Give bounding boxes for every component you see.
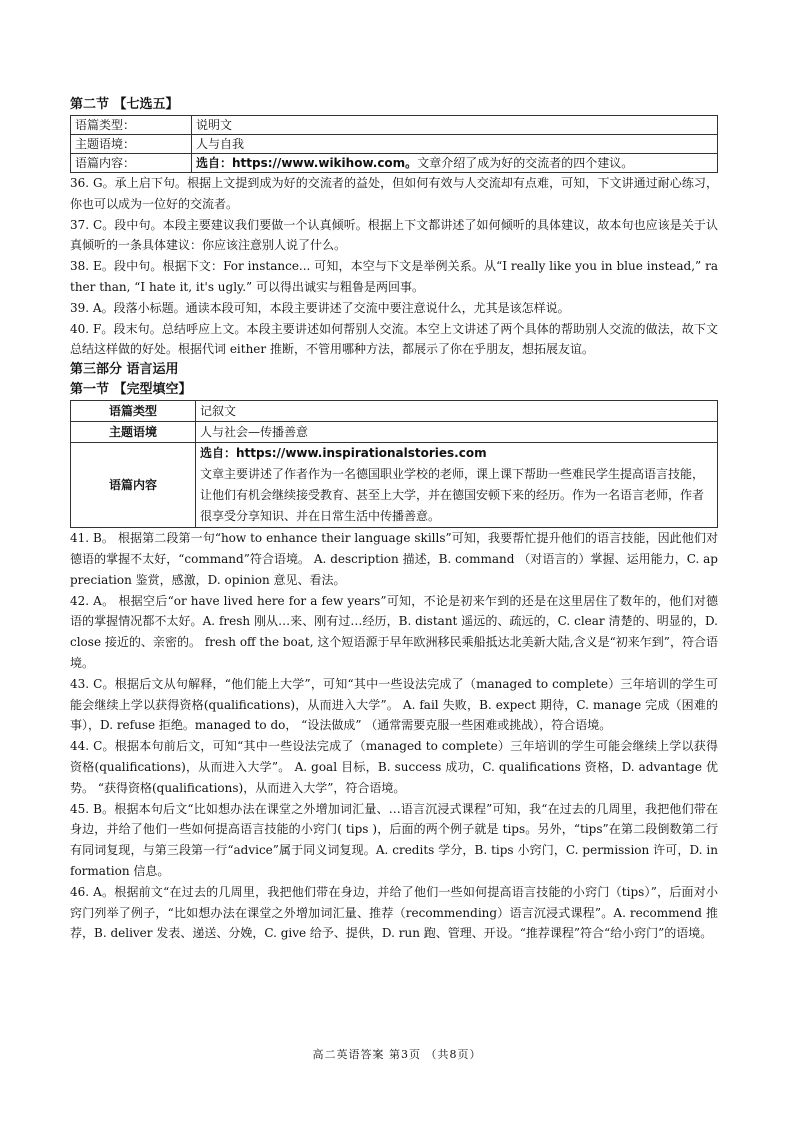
table-value <box>196 443 718 528</box>
answer-36: 36. G。承上启下句。根据上文提到成为好的交流者的益处，但如何有效与人交流却有点难，可知，下文讲通过耐心练习，你也可以成为一位好的交流者。 <box>70 176 718 211</box>
table-row <box>71 154 718 173</box>
passage-info-table-2 <box>70 400 718 528</box>
table-value: 记叙文 <box>196 401 718 422</box>
answer-43: 43. C。根据后文从句解释，“他们能上大学”，可知“其中一些设法完成了（managed to complete）三年培训的学生可能会继续上学以获得资格(qualifications)，从而进入大学”。 A. fail 失败，B. expect 期待，C. manage 完成（困难的事），D. refuse 拒绝。managed to do， “设法做成” （通常需要克服一些困难或挑战），符合语境。 <box>70 676 718 733</box>
answer-37: 37. C。段中句。本段主要建议我们要做一个认真倾听。根据上下文都讲述了如何倾听的具体建议，故本句也应该是关于认真倾听的一条具体建议：你应该注意别人说了什么。 <box>70 217 718 253</box>
section-heading-seven-choose-five: 第二节 【七选五】 <box>70 97 179 112</box>
table-key: 语篇内容： <box>71 154 192 173</box>
passage-info-table-1 <box>70 115 718 173</box>
answer-46: 46. A。根据前文“在过去的几周里，我把他们带在身边，并给了他们一些如何提高语言技能的小窍门（tips）”，后面对小窍门列举了例子，“比如想办法在课堂之外增加词汇量、推荐（recommending）语言沉浸式课程”。A. recommend 推荐，B. deliver 发表、递送、分娩，C. give 给予、提供，D. run 跑、管理、开设。“推荐课程”符合“给小窍门”的语境。 <box>70 884 718 941</box>
table-key: 语篇类型 <box>71 401 196 422</box>
page-footer: 高二英语答案 第3页 （共8页） <box>312 1048 482 1061</box>
table-value: 人与社会—传播善意 <box>196 422 718 443</box>
table-value <box>192 154 718 173</box>
passage-summary: 文章主要讲述了作者作为一名德国职业学校的老师，课上课下帮助一些难民学生提高语言技能，让他们有机会继续接受教育、甚至上大学，并在德国安顿下来的经历。作为一名语言老师，作者很享受分享知识、并在日常生活中传播善意。 <box>200 467 705 524</box>
answer-42: 42. A。 根据空后“or have lived here for a few years”可知，不论是初来乍到的还是在这里居住了数年的，他们对德语的掌握情况都不太好。A. fresh 刚从…来、刚有过…经历，B. distant 遥远的、疏远的，C. clear 清楚的、明显的，D. close 接近的、亲密的。 fresh off the boat, 这个短语源于早年欧洲移民乘船抵达北美新大陆,含义是“初来乍到”，符合语境。 <box>70 593 718 670</box>
table-value: 说明文 <box>192 116 718 135</box>
passage-summary: 文章介绍了成为好的交流者的四个建议。 <box>417 156 634 170</box>
answer-45: 45. B。根据本句后文“比如想办法在课堂之外增加词汇量、…语言沉浸式课程”可知，我“在过去的几周里，我把他们带在身边，并给了他们一些如何提高语言技能的小窍门( tips )，后面的两个例子就是 tips。另外，“tips”在第二段倒数第二行有同词复现，与第三段第一行“advice”属于同义词复现。A. credits 学分，B. tips 小窍门，C. permission 许可，D. information 信息。 <box>70 801 718 878</box>
answer-page <box>70 95 718 944</box>
part-heading-language-use: 第三部分 语言运用 <box>70 362 179 378</box>
table-row <box>71 422 718 443</box>
table-value: 人与自我 <box>192 135 718 154</box>
answer-38: 38. E。段中句。根据下文：For instance... 可知，本空与下文是举例关系。从“I really like you in blue instead,” rather than, “I hate it, it's ugly.” 可以得出诚实与粗鲁是两回事。 <box>70 259 718 294</box>
answer-41: 41. B。 根据第二段第一句“how to enhance their language skills”可知，我要帮忙提升他们的语言技能，因此他们对德语的掌握不太好，“command”符合语境。 A. description 描述，B. command （对语言的）掌握、运用能力，C. appreciation 鉴赏，感激，D. opinion 意见、看法。 <box>70 531 718 587</box>
source-label: 选自：https://www.inspirationalstories.com <box>200 446 487 461</box>
answer-39: 39. A。段落小标题。通读本段可知，本段主要讲述了交流中要注意说什么，尤其是该怎样说。 <box>70 300 570 315</box>
answer-40: 40. F。段末句。总结呼应上文。本段主要讲述如何帮别人交流。本空上文讲述了两个具体的帮助别人交流的做法，故下文总结这样做的好处。根据代词 either 推断，不管用哪种方法，都展示了你在乎朋友，想拓展友谊。 <box>70 321 718 357</box>
source-label: 选自：https://www.wikihow.com。 <box>196 156 418 170</box>
table-row <box>71 135 718 154</box>
table-row <box>71 401 718 422</box>
table-row <box>71 116 718 135</box>
table-row <box>71 443 718 528</box>
table-key: 语篇内容 <box>71 443 196 528</box>
table-key: 语篇类型： <box>71 116 192 135</box>
table-key: 主题语境： <box>71 135 192 154</box>
answer-44: 44. C。根据本句前后文，可知“其中一些设法完成了（managed to complete）三年培训的学生可能会继续上学以获得资格(qualifications)，从而进入大学”。 A. goal 目标，B. success 成功，C. qualifications 资格，D. advantage 优势。 “获得资格(qualifications)，从而进入大学”，符合语境。 <box>70 739 718 795</box>
table-key: 主题语境 <box>71 422 196 443</box>
section-heading-cloze: 第一节 【完型填空】 <box>70 382 192 398</box>
